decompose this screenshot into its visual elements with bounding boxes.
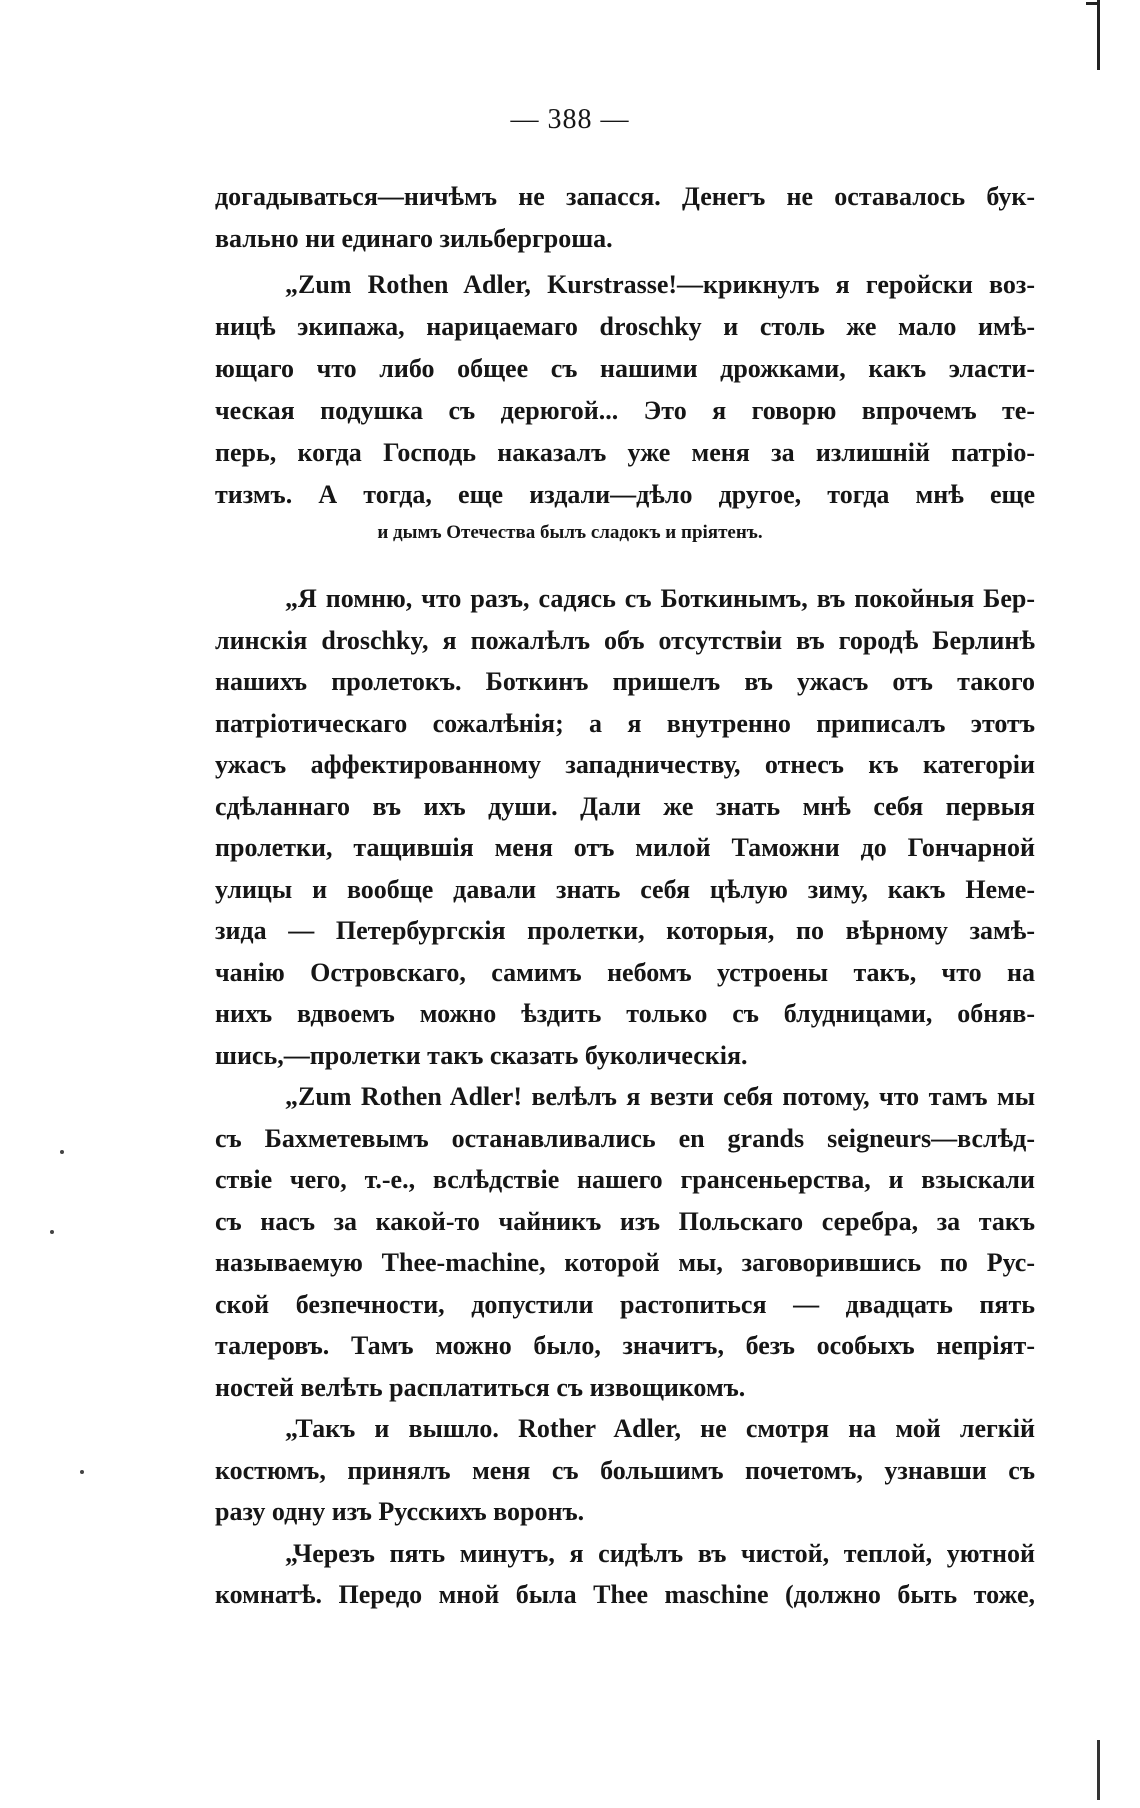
quoted-verse: и дымъ Отечества былъ сладокъ и пріятенъ. (377, 522, 763, 543)
text-line: вально ни единаго зильбергроша. (215, 224, 613, 253)
text-line: патріотическаго сожалѣнія; а я внутренно приписалъ этотъ (215, 708, 1035, 738)
text-line: съ насъ за какой-то чайникъ изъ Польскаго серебра, за такъ (215, 1206, 1035, 1236)
text-line: ющаго что либо общее съ нашими дрожками, какъ эласти- (215, 354, 1035, 383)
text-line: „Такъ и вышло. Rother Adler, не смотря на мой легкій (285, 1414, 1035, 1443)
text-line: съ Бахметевымъ останавливались en grands seigneurs—вслѣд- (215, 1123, 1035, 1153)
text-line: называемую Thee-machine, которой мы, заговорившись по Рус- (215, 1248, 1035, 1277)
text-line: талеровъ. Тамъ можно было, значитъ, безъ особыхъ непріят- (215, 1331, 1035, 1360)
page-edge-mark (1097, 0, 1100, 70)
text-line: чанію Островскаго, самимъ небомъ устроены такъ, что на (215, 957, 1035, 987)
main-text-block (215, 578, 1035, 1616)
text-line: костюмъ, принялъ меня съ большимъ почетомъ, узнавши съ (215, 1455, 1035, 1485)
text-line: зида — Петербургскія пролетки, которыя, по вѣрному замѣ- (215, 916, 1035, 945)
text-line: линскія droschky, я пожалѣлъ объ отсутствіи въ городѣ Берлинѣ (215, 625, 1035, 655)
scan-speck (80, 1470, 84, 1474)
text-line: перь, когда Господь наказалъ уже меня за излишній патріо- (215, 438, 1035, 467)
text-line: комнатѣ. Передо мной была Thee maschine (должно быть тоже, (215, 1580, 1035, 1609)
text-line: ствіе чего, т.-е., вслѣдствіе нашего грансеньерства, и взыскали (215, 1165, 1035, 1194)
scan-speck (60, 1150, 64, 1154)
text-line: тизмъ. А тогда, еще издали—дѣло другое, тогда мнѣ еще (215, 480, 1035, 509)
text-line: ской безпечности, допустили растопиться — двадцать пять (215, 1289, 1035, 1319)
text-line: „Zum Rothen Adler, Kurstrasse!—крикнулъ я геройски воз- (285, 270, 1035, 299)
text-line: „Черезъ пять минутъ, я сидѣлъ въ чистой, теплой, уютной (285, 1538, 1035, 1568)
scan-speck (50, 1230, 54, 1234)
text-line: сдѣланнаго въ ихъ души. Дали же знать мнѣ себя первыя (215, 791, 1035, 821)
paragraph-continued (215, 176, 1035, 260)
text-line: ужасъ аффектированному западничеству, отнесъ къ категоріи (215, 750, 1035, 779)
text-line: ностей велѣть расплатиться съ извощикомъ. (215, 1372, 746, 1402)
page-number: — 388 — (510, 104, 630, 135)
text-line: ницѣ экипажа, нарицаемаго droschky и столь же мало имѣ- (215, 312, 1035, 341)
text-line: нашихъ пролетокъ. Боткинъ пришелъ въ ужасъ отъ такого (215, 667, 1035, 696)
text-line: „Я помню, что разъ, садясь съ Боткинымъ, въ покойныя Бер- (285, 584, 1035, 613)
text-line: разу одну изъ Русскихъ воронъ. (215, 1497, 585, 1526)
text-line: пролетки, тащившія меня отъ милой Таможни до Гончарной (215, 833, 1035, 862)
text-line: „Zum Rothen Adler! велѣлъ я везти себя потому, что тамъ мы (285, 1082, 1035, 1111)
text-line: догадываться—ничѣмъ не запасся. Денегъ не оставалось бук- (215, 182, 1035, 211)
page-edge-mark-bottom (1097, 1740, 1100, 1800)
paragraph-rothen-adler (215, 264, 1035, 516)
text-line: ческая подушка съ дерюгой... Это я говорю впрочемъ те- (215, 396, 1035, 425)
text-line: нихъ вдвоемъ можно ѣздить только съ блудницами, обняв- (215, 999, 1035, 1028)
text-line: шись,—пролетки такъ сказать буколическія. (215, 1040, 748, 1070)
text-line: улицы и вообще давали знать себя цѣлую зиму, какъ Неме- (215, 874, 1035, 904)
